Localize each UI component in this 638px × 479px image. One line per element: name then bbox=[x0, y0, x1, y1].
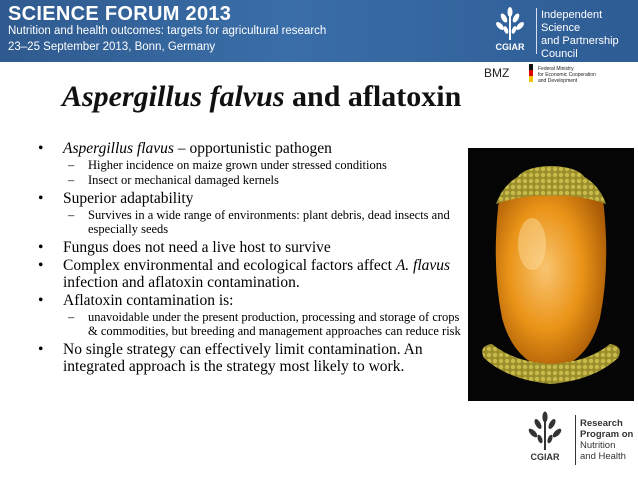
divider bbox=[536, 8, 537, 54]
sub-bullet-item: – unavoidable under the present production, processing and storage of crops & commodities, but breeding and management approaches can reduce risk bbox=[38, 310, 468, 338]
forum-subtitle: Nutrition and health outcomes: targets for agricultural research bbox=[8, 25, 327, 37]
divider bbox=[575, 415, 576, 465]
bullet-list bbox=[38, 140, 468, 376]
cgiar-logo bbox=[487, 6, 533, 58]
cgiar-logo-label: CGIAR bbox=[495, 42, 525, 52]
research-program-text: Research Program on Nutrition and Health bbox=[580, 418, 634, 462]
cgiar-footer-logo bbox=[520, 410, 570, 470]
bullet-item: • Superior adaptability bbox=[38, 190, 468, 207]
wheat-icon bbox=[487, 6, 533, 42]
forum-title: SCIENCE FORUM 2013 bbox=[8, 3, 232, 25]
wheat-icon bbox=[520, 410, 570, 452]
cgiar-footer-label: CGIAR bbox=[530, 452, 560, 462]
bmz-label: BMZ bbox=[484, 66, 510, 80]
flag-icon bbox=[527, 64, 535, 82]
slide-title: Aspergillus falvus and aflatoxin bbox=[62, 80, 462, 113]
aspergillus-kernel-photo bbox=[468, 148, 634, 401]
bullet-item: • Fungus does not need a live host to survive bbox=[38, 239, 468, 256]
sub-bullet-item: – Insect or mechanical damaged kernels bbox=[38, 173, 468, 187]
kernel-image bbox=[468, 148, 634, 401]
sub-bullet-item: – Survives in a wide range of environments: plant debris, dead insects and especially seeds bbox=[38, 208, 468, 236]
bmz-ministry-text: Federal Ministry for Economic Cooperation and Development bbox=[538, 66, 596, 84]
forum-dates: 23–25 September 2013, Bonn, Germany bbox=[8, 41, 216, 53]
bullet-item: • Aflatoxin contamination is: bbox=[38, 292, 468, 309]
bullet-item: • No single strategy can effectively limit contamination. An integrated approach is the strategy most likely to work. bbox=[38, 341, 468, 375]
sub-bullet-item: – Higher incidence on maize grown under stressed conditions bbox=[38, 158, 468, 172]
bullet-item: • Complex environmental and ecological factors affect A. flavus infection and aflatoxin contamination. bbox=[38, 257, 468, 291]
isp-council-text: Independent Science and Partnership Council bbox=[541, 9, 619, 60]
header-banner bbox=[0, 0, 638, 62]
bullet-item: • Aspergillus flavus – opportunistic pathogen bbox=[38, 140, 468, 157]
